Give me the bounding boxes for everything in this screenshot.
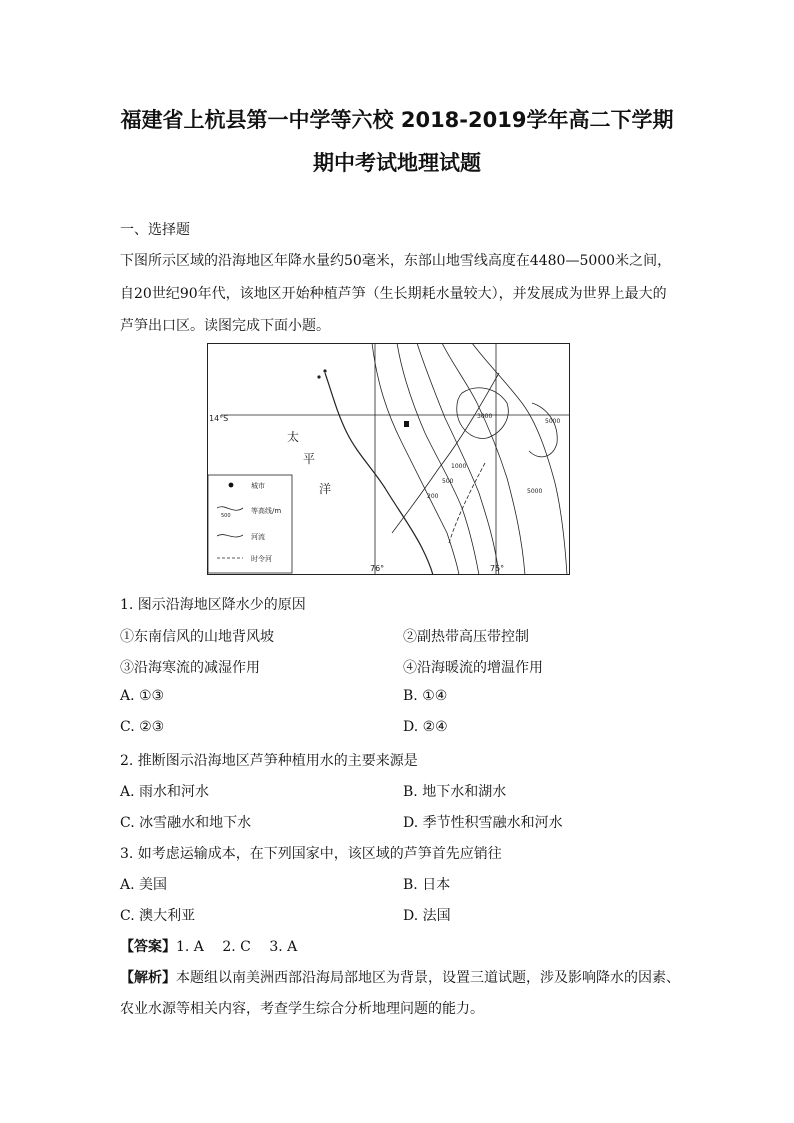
- q3-option-b[interactable]: B. 日本: [403, 877, 451, 893]
- island: [323, 369, 326, 372]
- intro-line-2: 自20世纪90年代，该地区开始种植芦笋（生长期耗水量较大），并发展成为世界上最大的: [120, 286, 667, 302]
- q2-option-c[interactable]: C. 冰雪融水和地下水: [120, 815, 252, 831]
- legend-river: 河流: [251, 533, 265, 541]
- island: [317, 375, 320, 378]
- q1-option-d[interactable]: D. ②④: [403, 719, 448, 735]
- analysis-line-1: [120, 967, 680, 987]
- topographic-map: [207, 343, 570, 575]
- analysis-text-1: 本题组以南美洲西部沿海局部地区为背景，设置三道试题，涉及影响降水的因素、: [176, 970, 680, 986]
- contour-label: 1000: [451, 463, 467, 470]
- q2-option-b[interactable]: B. 地下水和湖水: [403, 784, 507, 800]
- document-title-line2: 期中考试地理试题: [313, 151, 481, 175]
- analysis-label: 【解析】: [120, 970, 176, 986]
- q3-stem: 3. 如考虑运输成本，在下列国家中，该区域的芦笋首先应销往: [120, 846, 502, 862]
- q2-stem: 2. 推断图示沿海地区芦笋种植用水的主要来源是: [120, 753, 418, 769]
- legend-city-symbol: [229, 483, 234, 488]
- q1-option-b[interactable]: B. ①④: [403, 688, 448, 704]
- legend-seasonal-river: 时令河: [251, 555, 272, 563]
- seasonal-river: [449, 463, 485, 543]
- q1-option-c[interactable]: C. ②③: [120, 719, 165, 735]
- q1-item-4: ④沿海暖流的增温作用: [403, 660, 543, 676]
- document-title-line1: 福建省上杭县第一中学等六校 2018-2019学年高二下学期: [120, 108, 674, 132]
- legend-contour-sample: 500: [221, 513, 231, 519]
- contour-5000: [472, 343, 567, 575]
- lon-label-75: 75°: [490, 564, 505, 573]
- lat-label: 14°S: [209, 414, 229, 423]
- q2-option-d[interactable]: D. 季节性积雪融水和河水: [403, 815, 563, 831]
- q1-item-2: ②副热带高压带控制: [403, 629, 529, 645]
- answer-text: 1. A 2. C 3. A: [176, 939, 298, 955]
- q1-stem: 1. 图示沿海地区降水少的原因: [120, 597, 306, 613]
- legend-city: 城市: [251, 482, 265, 490]
- q3-option-a[interactable]: A. 美国: [120, 877, 168, 893]
- q1-item-3: ③沿海寒流的减湿作用: [120, 660, 260, 676]
- contour-500: [397, 343, 479, 575]
- q3-option-d[interactable]: D. 法国: [403, 908, 451, 924]
- river: [392, 373, 499, 533]
- answer-label: 【答案】: [120, 939, 176, 955]
- contour-label: 5000: [545, 418, 561, 425]
- q3-option-c[interactable]: C. 澳大利亚: [120, 908, 196, 924]
- map-legend: [208, 475, 292, 573]
- intro-line-3: 芦笋出口区。读图完成下面小题。: [120, 318, 330, 334]
- intro-line-1: 下图所示区域的沿海地区年降水量约50毫米，东部山地雪线高度在4480—5000米之间，: [120, 253, 672, 269]
- q1-item-1: ①东南信风的山地背风坡: [120, 629, 274, 645]
- ocean-label-char3: 洋: [319, 482, 332, 496]
- q2-option-a[interactable]: A. 雨水和河水: [120, 784, 210, 800]
- contour-3000: [442, 343, 525, 575]
- contour-label: 3000: [477, 413, 493, 420]
- legend-contour: 等高线/m: [251, 507, 282, 515]
- contour-1000: [417, 343, 499, 575]
- contour-label: 500: [442, 478, 454, 485]
- ocean-label-char2: 平: [303, 452, 316, 466]
- coastline: [325, 373, 433, 575]
- section-heading: 一、选择题: [120, 222, 190, 238]
- q1-option-a[interactable]: A. ①③: [120, 688, 165, 704]
- lon-label-76: 76°: [370, 564, 385, 573]
- contour-east: [529, 403, 557, 457]
- ocean-label-char1: 太: [287, 430, 300, 444]
- contour-label: 200: [427, 493, 439, 500]
- answer-line: [120, 936, 297, 956]
- analysis-line-2: 农业水源等相关内容，考查学生综合分析地理问题的能力。: [120, 1001, 484, 1017]
- contour-label: 5000: [527, 488, 543, 495]
- city-marker: [404, 421, 409, 427]
